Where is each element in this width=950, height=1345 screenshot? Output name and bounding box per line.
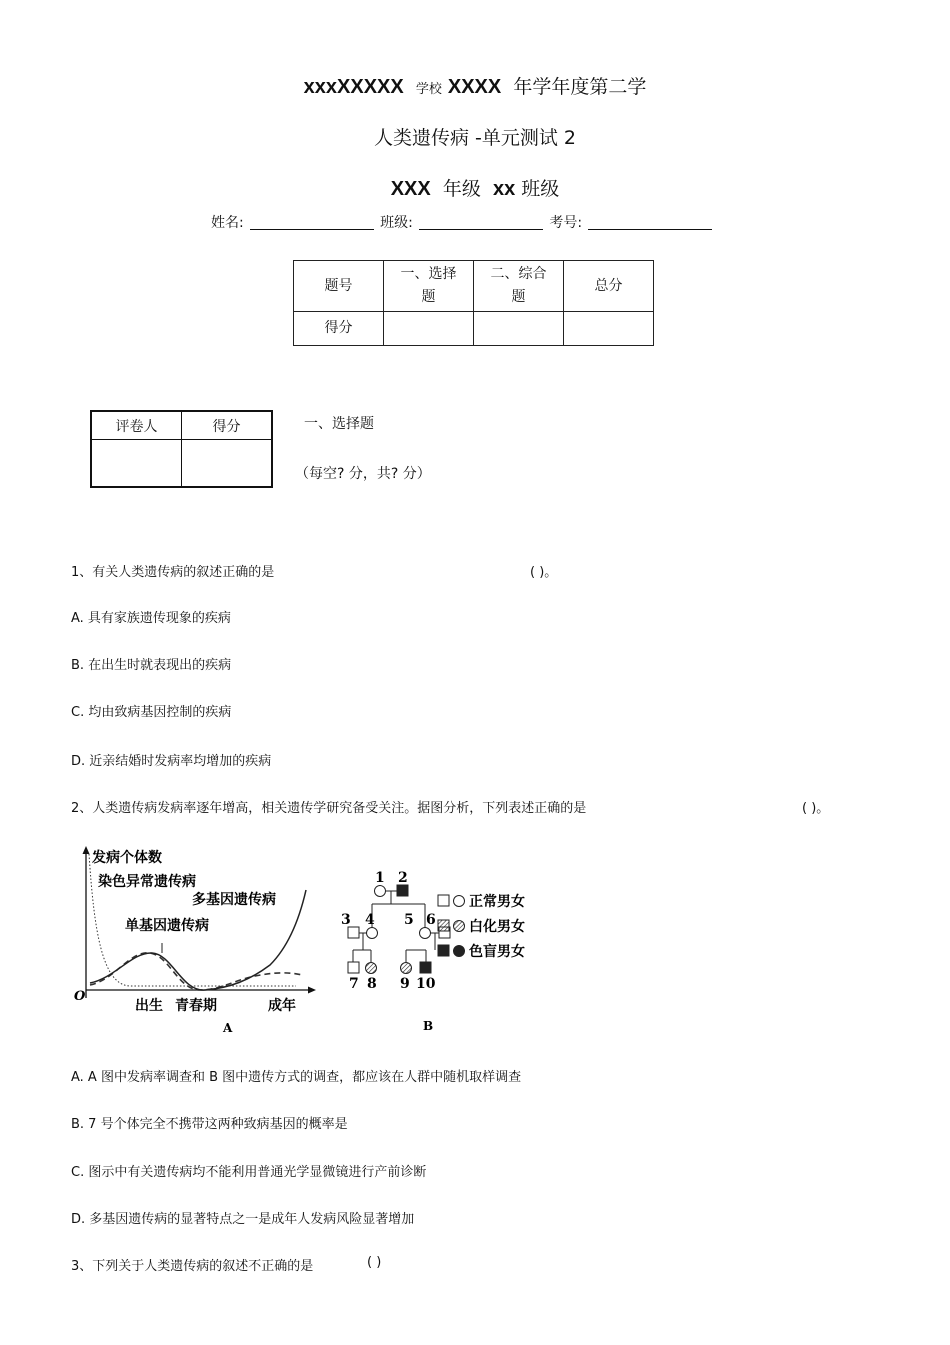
grader-score-cell[interactable] [182, 440, 273, 488]
legend-albino: 白化男女 [469, 919, 525, 935]
legend-normal: 正常男女 [469, 894, 525, 910]
exam-no-label: 考号: [549, 215, 583, 231]
grader-reviewer-cell[interactable] [91, 440, 182, 488]
page-title: 人类遗传病 -单元测试 2 [373, 127, 577, 149]
legend-normal-female-icon [454, 896, 465, 907]
legend-colorblind-male-icon [438, 945, 449, 956]
grade-word: 年级 [442, 178, 481, 200]
num-3: 3 [341, 912, 351, 928]
name-field[interactable] [250, 215, 374, 230]
num-7: 7 [349, 976, 359, 992]
q2-stem: 2、人类遗传病发病率逐年增高，相关遗传学研究备受关注。据图分析，下列表述正确的是 [71, 801, 587, 816]
num-1: 1 [375, 870, 385, 886]
q2-option-c[interactable]: C. 图示中有关遗传病均不能利用普通光学显微镜进行产前诊断 [71, 1165, 427, 1180]
class-word: 班级 [521, 178, 560, 200]
student-info-line [211, 212, 714, 232]
school-word: 学校 [415, 82, 442, 97]
q1-stem: 1、有关人类遗传病的叙述正确的是 [71, 565, 275, 580]
person-2 [397, 885, 408, 896]
score-header-question: 题号 [294, 261, 384, 312]
score-row-label: 得分 [294, 312, 384, 346]
x-label-adult: 成年 [268, 998, 296, 1014]
section-title: 一、选择题 [304, 416, 374, 432]
person-1 [375, 886, 386, 897]
q3-answer-bracket[interactable]: ( ) [367, 1255, 382, 1270]
figure-a-origin: O [74, 989, 86, 1004]
score-header-comprehensive [474, 261, 564, 312]
exam-no-field[interactable] [588, 215, 712, 230]
person-10 [420, 962, 431, 973]
school-code: xxxXXXXX [303, 76, 404, 98]
score-header-choice-line1: 一、选择 [400, 266, 457, 282]
grade-code: XXX [390, 178, 431, 200]
class-field[interactable] [419, 215, 543, 230]
label-polygene: 多基因遗传病 [192, 892, 276, 908]
q1-option-d[interactable]: D. 近亲结婚时发病率均增加的疾病 [71, 754, 272, 769]
score-header-choice-line2: 题 [421, 289, 436, 305]
num-5: 5 [404, 912, 414, 928]
person-7 [348, 962, 359, 973]
q1-option-b[interactable]: B. 在出生时就表现出的疾病 [71, 658, 232, 673]
person-5 [420, 928, 431, 939]
score-cell-choice[interactable] [384, 312, 474, 346]
label-chromosome: 染色异常遗传病 [98, 874, 196, 890]
legend-colorblind-female-icon [454, 946, 465, 957]
score-header-comp-line2: 题 [511, 289, 526, 305]
person-8 [366, 963, 377, 974]
figure-a-y-axis [83, 846, 90, 998]
pedigree-legend [438, 893, 525, 960]
q3-stem: 3、下列关于人类遗传病的叙述不正确的是 [71, 1259, 314, 1274]
label-single-gene: 单基因遗传病 [125, 918, 209, 934]
year-code: XXXX [447, 76, 502, 98]
q2-answer-bracket[interactable]: ( )。 [802, 801, 830, 816]
score-table [293, 260, 654, 346]
figure-a-caption: A [223, 1021, 233, 1035]
x-label-puberty: 青春期 [175, 998, 217, 1014]
person-9 [401, 963, 412, 974]
q1-answer-bracket[interactable]: ( )。 [530, 565, 558, 580]
grader-reviewer-label: 评卷人 [91, 411, 182, 440]
semester-text: 年学年度第二学 [513, 76, 647, 98]
person-4 [367, 928, 378, 939]
score-header-total: 总分 [564, 261, 654, 312]
grade-class-line [0, 174, 950, 201]
q2-option-b[interactable]: B. 7 号个体完全不携带这两种致病基因的概率是 [71, 1117, 348, 1132]
legend-colorblind: 色盲男女 [469, 944, 525, 960]
num-6: 6 [426, 912, 436, 928]
score-cell-comprehensive[interactable] [474, 312, 564, 346]
num-10: 10 [416, 976, 436, 992]
legend-albino-male-icon [438, 920, 449, 931]
num-8: 8 [367, 976, 377, 992]
q2-option-d[interactable]: D. 多基因遗传病的显著特点之一是成年人发病风险显著增加 [71, 1212, 415, 1227]
score-cell-total[interactable] [564, 312, 654, 346]
q2-option-a[interactable]: A. A 图中发病率调查和 B 图中遗传方式的调查，都应该在人群中随机取样调查 [71, 1070, 522, 1085]
figure-a-incidence-chart [70, 840, 320, 1040]
grader-table [90, 410, 273, 488]
legend-albino-female-icon [454, 921, 465, 932]
figure-a-ylabel: 发病个体数 [92, 850, 162, 866]
section-note: （每空? 分，共? 分） [295, 466, 431, 482]
num-2: 2 [398, 870, 408, 886]
score-header-choice [384, 261, 474, 312]
legend-normal-male-icon [438, 895, 449, 906]
class-label: 班级: [380, 215, 413, 231]
name-label: 姓名: [211, 215, 244, 231]
q1-option-a[interactable]: A. 具有家族遗传现象的疾病 [71, 611, 231, 626]
q1-option-c[interactable]: C. 均由致病基因控制的疾病 [71, 705, 232, 720]
num-9: 9 [400, 976, 410, 992]
class-code: xx [492, 178, 516, 200]
school-header [0, 72, 950, 99]
figure-b-caption: B [423, 1019, 434, 1033]
num-4: 4 [365, 912, 375, 928]
grader-score-label: 得分 [182, 411, 273, 440]
x-label-birth: 出生 [135, 998, 163, 1014]
score-header-comp-line1: 二、综合 [490, 266, 547, 282]
figure-b-pedigree [335, 870, 550, 1035]
person-3 [348, 927, 359, 938]
